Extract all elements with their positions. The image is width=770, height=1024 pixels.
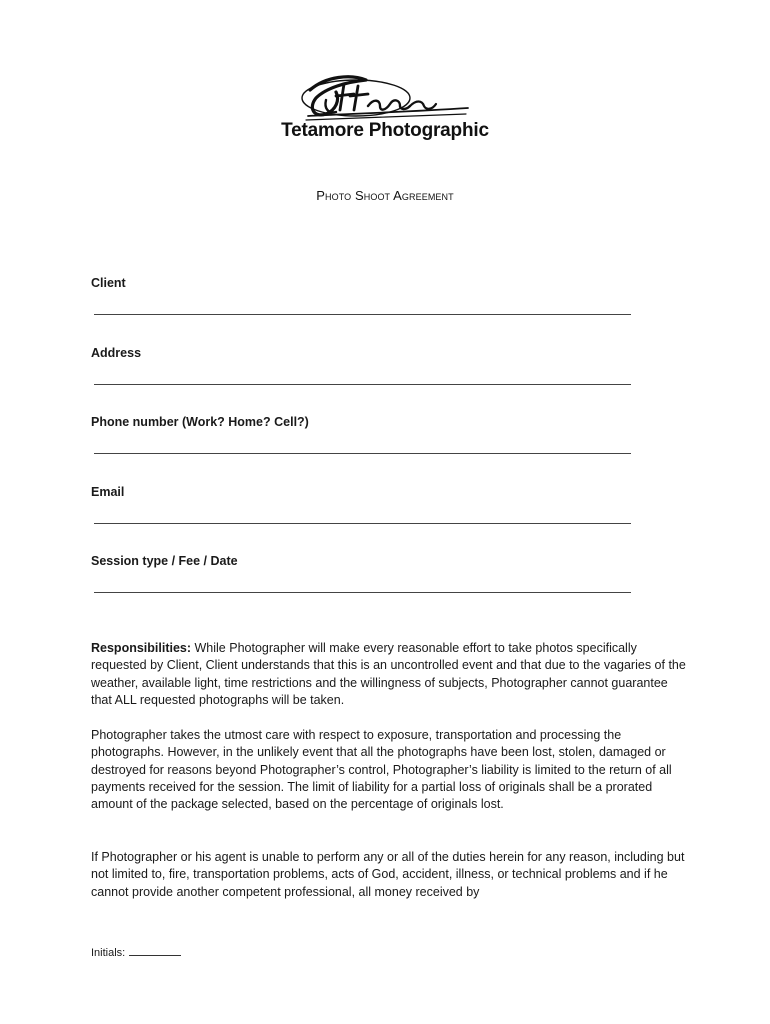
document-title: Photo Shoot Agreement: [316, 188, 454, 203]
initials-label: Initials:: [91, 947, 126, 959]
responsibilities-text: While Photographer will make every reasonable effort to take photos specifically requested by Client, Client understands that this is an uncontrolled event and that due to the vagaries of the weather, available light, time restrictions and the willingness of subjects, Photographer cannot guarantee that ALL requested photographs will be taken.: [91, 641, 686, 707]
address-label: Address: [91, 346, 142, 360]
initials-field[interactable]: [129, 945, 181, 956]
email-field[interactable]: [94, 523, 631, 524]
responsibilities-heading: Responsibilities:: [91, 641, 192, 655]
session-field[interactable]: [94, 592, 631, 593]
session-label: Session type / Fee / Date: [91, 554, 238, 568]
nonperformance-paragraph: If Photographer or his agent is unable to perform any or all of the duties herein for any reason, including but not limited to, fire, transportation problems, acts of God, accident, illness, or technical problems and if he cannot provide another competent professional, all money received by: [91, 850, 685, 899]
client-field[interactable]: [94, 314, 631, 315]
email-label: Email: [91, 485, 125, 499]
liability-paragraph: Photographer takes the utmost care with respect to exposure, transportation and processing the photographs. However, in the unlikely event that all the photographs have been lost, stolen, damaged or destroyed for reasons beyond Photographer’s control, Photographer’s liability is limited to the return of all payments received for the session. The limit of liability for a partial loss of originals shall be a prorated amount of the package selected, based on the percentage of originals lost.: [91, 728, 672, 812]
company-name: Tetamore Photographic: [281, 120, 489, 141]
phone-field[interactable]: [94, 453, 631, 454]
client-label: Client: [91, 276, 126, 290]
initials-row: [91, 945, 181, 959]
phone-label: Phone number (Work? Home? Cell?): [91, 415, 309, 429]
responsibilities-paragraph: [91, 640, 691, 709]
signature-logo: [296, 70, 476, 125]
address-field[interactable]: [94, 384, 631, 385]
